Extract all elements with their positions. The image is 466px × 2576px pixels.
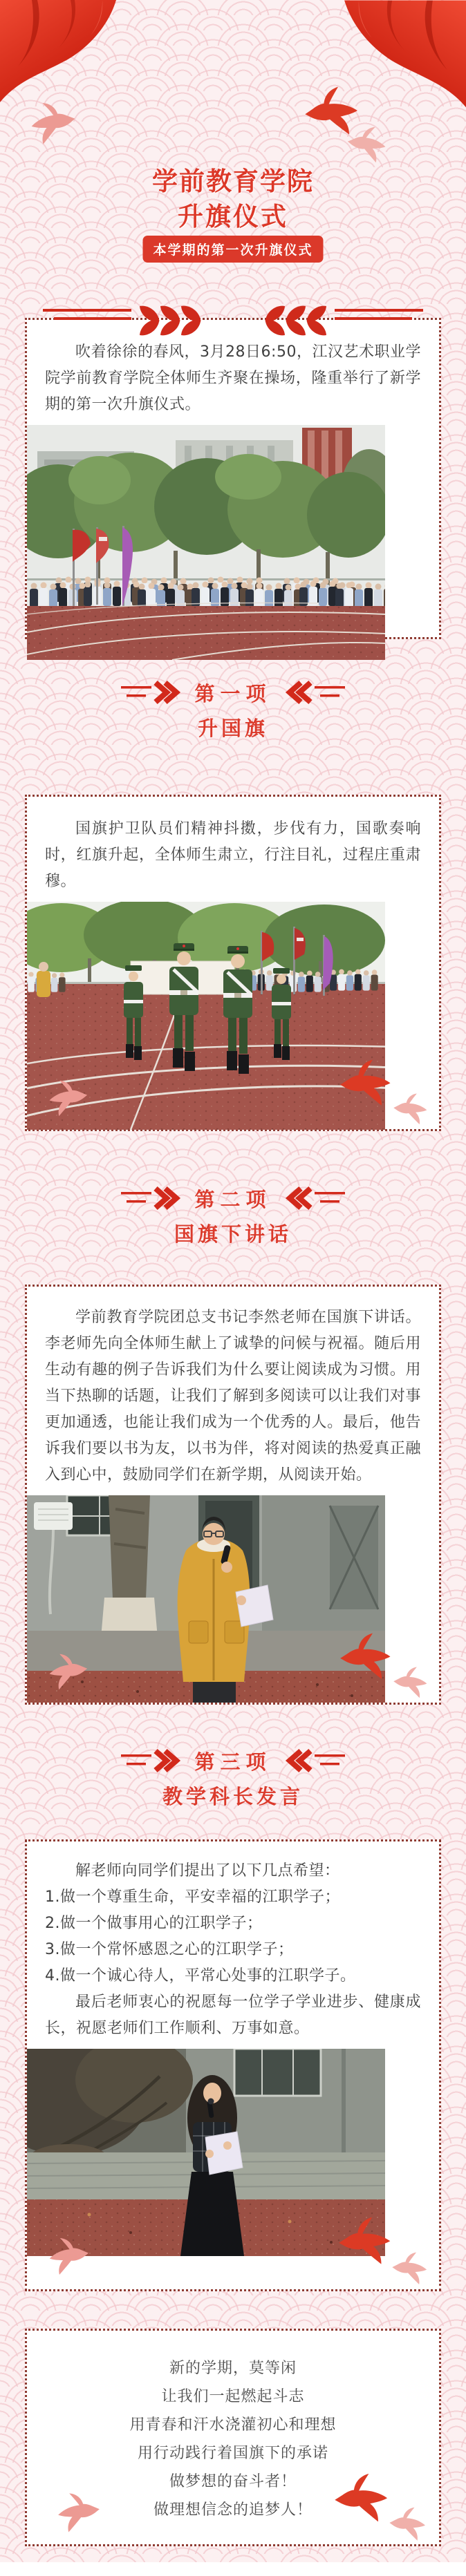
dove-icon xyxy=(388,2504,429,2546)
flag-raising-paragraph: 国旗护卫队员们精神抖擞，步伐有力，国歌奏响时，红旗升起，全体师生肃立，行注目礼，过程庄重肃穆。 xyxy=(45,820,421,890)
section-label: 第三项 xyxy=(194,1750,272,1774)
dove-icon xyxy=(335,1627,399,1690)
dove-icon xyxy=(392,1090,431,1129)
intro-paragraph: 吹着徐徐的春风，3月28日6:50，江汉艺术职业学院学前教育学院全体师生齐聚在操场，隆重举行了新学期的第一次升旗仪式。 xyxy=(45,343,421,413)
chevrons-right-icon xyxy=(121,677,183,708)
dove-icon xyxy=(344,122,391,169)
dove-icon xyxy=(391,2249,431,2289)
speech-card xyxy=(25,1285,441,1705)
wheat-divider-icon xyxy=(43,295,423,345)
section-label: 第二项 xyxy=(194,1187,272,1211)
section-label: 第一项 xyxy=(194,681,272,705)
poem-line: 做理想信念的追梦人！ xyxy=(153,2501,313,2519)
page-bottom-strip xyxy=(0,2562,466,2576)
section-heading-2 xyxy=(0,1183,466,1247)
section-title: 国旗下讲话 xyxy=(174,1222,292,1246)
section-title: 升国旗 xyxy=(197,717,268,740)
hopes-intro: 解老师向同学们提出了以下几点希望： xyxy=(75,1862,340,1879)
photo-crowd-assembly[interactable] xyxy=(27,425,439,660)
poem-line: 让我们一起燃起斗志 xyxy=(161,2388,305,2405)
hope-item: 4.做一个诚心待人，平常心处事的江职学子。 xyxy=(45,1967,356,1985)
chevrons-left-icon xyxy=(283,1183,345,1213)
hope-item: 1.做一个尊重生命，平安幸福的江职学子； xyxy=(45,1888,340,1906)
poem-line: 用青春和汗水浇灌初心和理想 xyxy=(129,2416,337,2434)
dove-icon xyxy=(335,1053,399,1117)
closing-card xyxy=(25,2329,441,2546)
curtain-left-decoration xyxy=(0,0,118,104)
dove-icon xyxy=(44,1075,91,1122)
page-title-line1: 学前教育学院 xyxy=(152,167,314,196)
chevrons-left-icon xyxy=(283,677,345,708)
chevrons-right-icon xyxy=(121,1745,183,1776)
section-heading-1 xyxy=(0,677,466,741)
section-heading-3 xyxy=(0,1745,466,1810)
intro-card xyxy=(25,318,441,639)
hopes-closing: 最后老师衷心的祝愿每一位学子学业进步、健康成长，祝愿老师们工作顺利、万事如意。 xyxy=(45,1993,421,2037)
dove-icon xyxy=(44,2233,92,2281)
speech-paragraph: 学前教育学院团总支书记李然老师在国旗下讲话。李老师先向全体师生献上了诚挚的问候与祝福。随后用生动有趣的例子告诉我们为什么要让阅读成为习惯。用当下热聊的话题，让我们了解到多阅读可以让我们对事更加通透，也能让我们成为一个优秀的人。最后，他告诉我们要以书为友，以书为伴，将对阅读的热爱真正融入到心中，鼓励同学们在新学期，从阅读开始。 xyxy=(45,1309,421,1484)
subtitle-badge: 本学期的第一次升旗仪式 xyxy=(142,236,323,263)
section-chief-card xyxy=(25,1839,441,2291)
curtain-right-decoration xyxy=(343,0,466,109)
poem-line: 新的学期，莫等闲 xyxy=(169,2360,297,2377)
dove-icon xyxy=(334,2210,400,2276)
dove-icon xyxy=(52,2488,104,2539)
page-title-line2: 升旗仪式 xyxy=(178,202,288,231)
poem-line: 做梦想的奋斗者！ xyxy=(169,2473,297,2490)
dove-icon xyxy=(24,95,80,151)
chevrons-right-icon xyxy=(121,1183,183,1213)
flag-raising-card xyxy=(25,795,441,1131)
poem-line: 用行动践行着国旗下的承诺 xyxy=(137,2445,328,2462)
dove-icon xyxy=(44,1649,91,1696)
dove-icon xyxy=(330,2467,397,2534)
chevrons-left-icon xyxy=(283,1745,345,1776)
dove-icon xyxy=(392,1664,431,1703)
hope-item: 3.做一个常怀感恩之心的江职学子； xyxy=(45,1941,294,1958)
hope-item: 2.做一个做事用心的江职学子； xyxy=(45,1915,263,1932)
section-title: 教学科长发言 xyxy=(162,1785,304,1808)
